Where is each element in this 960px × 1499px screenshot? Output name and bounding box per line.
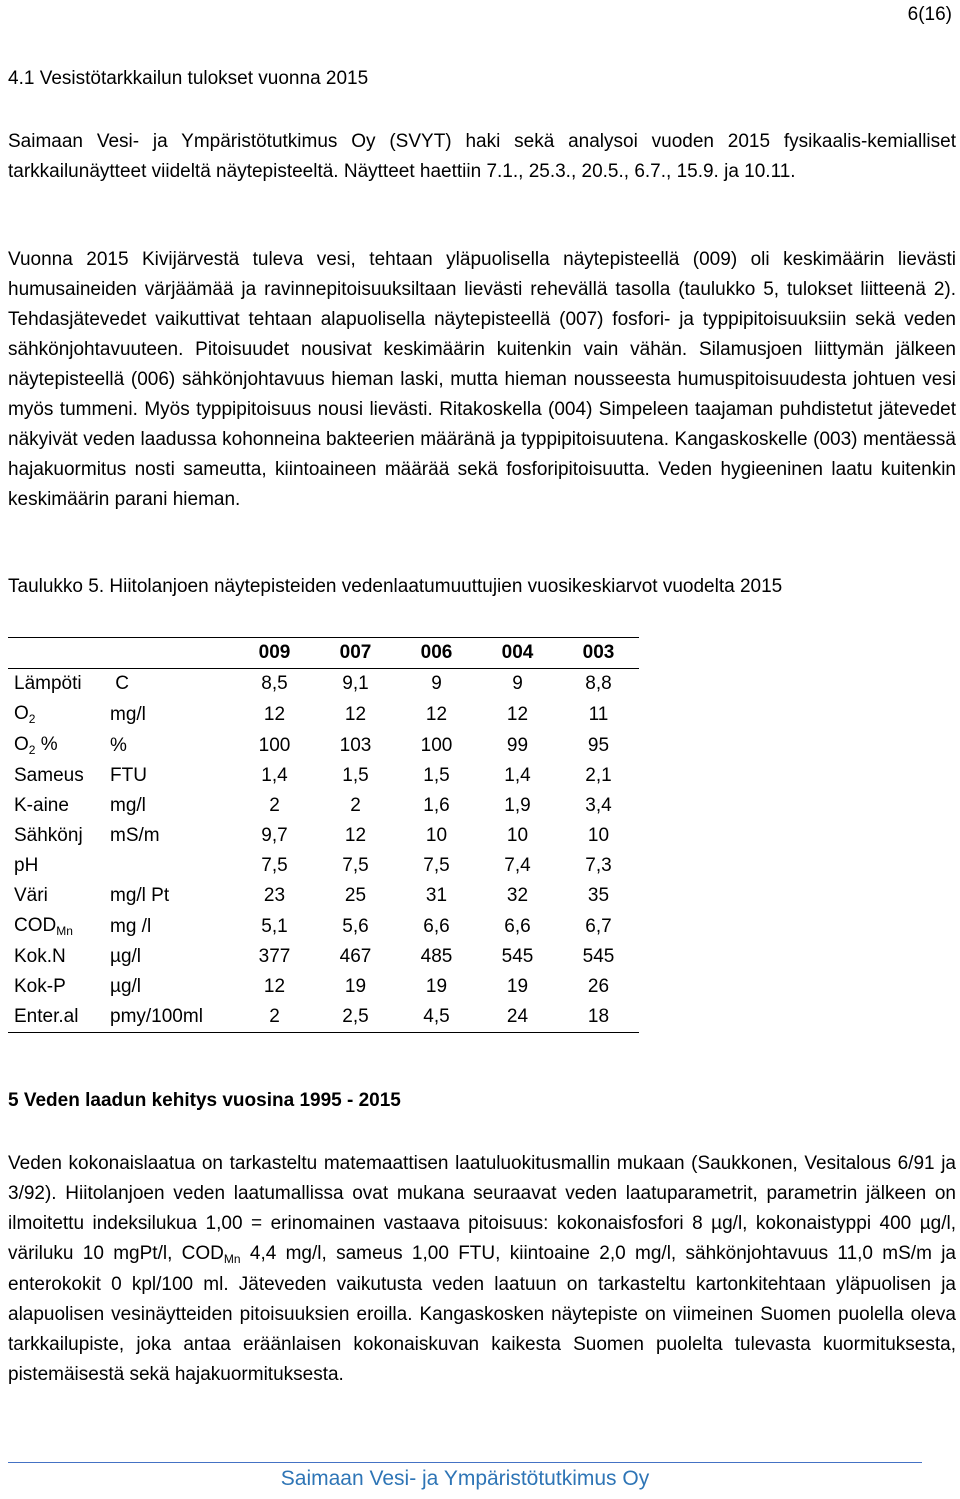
column-header: 006 bbox=[396, 638, 477, 669]
quality-paragraph-part1: Veden kokonaislaatua on tarkasteltu matemaattisen laatuluokitusmallin mukaan (Saukkonen, Vesitalous 6/91 ja 3/92). Hiitolanjoen veden laatumallissa ovat mukana seuraavat veden laatuparametrit, parametrin jälkeen on ilmoitettu indeksilukua 1,00 = erinomainen vastaava pitoisuus: kokonaisfosfori 8 µg/l, kokonaistyppi 400 µg/l, väriluku 10 mgPt/l, COD bbox=[8, 1153, 956, 1264]
table-cell: 10 bbox=[425, 825, 448, 846]
table-row bbox=[8, 730, 639, 761]
table-row bbox=[8, 821, 639, 851]
parameter-unit: C bbox=[110, 673, 129, 694]
table-cell: 7,4 bbox=[504, 855, 531, 876]
parameter-name-text: Enter.al bbox=[14, 1006, 79, 1027]
parameter-name bbox=[8, 669, 110, 700]
parameter-unit: mg/l bbox=[110, 795, 146, 816]
parameter-name-text: Sameus bbox=[14, 765, 84, 786]
table-cell: 24 bbox=[477, 1002, 558, 1033]
water-quality-table bbox=[8, 637, 639, 1033]
table-cell: 32 bbox=[506, 885, 529, 906]
table-cell: 1,5 bbox=[423, 765, 450, 786]
table-cell: 1,5 bbox=[342, 765, 369, 786]
parameter-name bbox=[8, 851, 110, 881]
table-cell: 6,6 bbox=[504, 915, 531, 937]
footer-divider bbox=[8, 1462, 922, 1463]
parameter-name bbox=[8, 1002, 110, 1033]
parameter-name-text: O bbox=[14, 734, 29, 755]
parameter-unit: mS/m bbox=[110, 825, 160, 846]
table-row bbox=[8, 1002, 639, 1033]
table-cell: 1,4 bbox=[261, 765, 288, 786]
table-cell: 95 bbox=[587, 734, 610, 756]
parameter-name bbox=[8, 911, 110, 942]
table-cell: 12 bbox=[344, 825, 367, 846]
parameter-name-text: pH bbox=[14, 855, 39, 876]
parameter-unit: µg/l bbox=[110, 976, 142, 997]
table-cell: 9,1 bbox=[342, 673, 369, 694]
parameter-name-text: Kok-P bbox=[14, 976, 66, 997]
table-cell: 18 bbox=[558, 1002, 639, 1033]
table-header-row bbox=[8, 638, 639, 669]
table-cell: 467 bbox=[339, 946, 372, 967]
parameter-name bbox=[8, 730, 110, 761]
table-cell: 4,5 bbox=[396, 1002, 477, 1033]
parameter-unit: % bbox=[110, 734, 127, 756]
parameter-unit: mg/l bbox=[110, 703, 146, 725]
column-header: 003 bbox=[558, 638, 639, 669]
header-blank-unit bbox=[110, 638, 234, 669]
table-row bbox=[8, 851, 639, 881]
quality-paragraph-part2: 4,4 mg/l, sameus 1,00 FTU, kiintoaine 2,0 mg/l, sähkönjohtavuus 11,0 mS/m ja enterokokit 0 kpl/100 ml. Jäteveden vaikutusta veden laatuun on tarkasteltu kartonkitehtaan yläpuolisen ja alapuolisen vesinäytteiden pitoisuuksien eroilla. Kangaskosken näytepiste on viimeinen Suomen puolella oleva tarkkailupiste, joka antaa eräänlaisen kokonaiskuvan kaikesta Suomen puolelta tulevasta kuormituksesta, pistemäisestä sekä hajakuormituksesta. bbox=[8, 1243, 957, 1385]
table-cell: 2,1 bbox=[585, 765, 612, 786]
section-heading-4-1: 4.1 Vesistötarkkailun tulokset vuonna 2015 bbox=[8, 68, 369, 89]
parameter-name bbox=[8, 761, 110, 791]
parameter-subscript: Mn bbox=[56, 924, 73, 938]
table-cell: 6,7 bbox=[585, 915, 612, 937]
parameter-subscript: 2 bbox=[28, 743, 36, 757]
table-cell: 19 bbox=[344, 976, 367, 997]
table-caption: Taulukko 5. Hiitolanjoen näytepisteiden vedenlaatumuuttujien vuosikeskiarvot vuodelta 2015 bbox=[8, 576, 783, 597]
table-row bbox=[8, 699, 639, 730]
table-cell: 5,6 bbox=[342, 915, 369, 937]
column-header: 004 bbox=[477, 638, 558, 669]
parameter-name bbox=[8, 821, 110, 851]
table-row bbox=[8, 911, 639, 942]
quality-paragraph bbox=[8, 1149, 956, 1390]
table-cell: 7,3 bbox=[585, 855, 612, 876]
page-number: 6(16) bbox=[907, 4, 952, 25]
parameter-name-text: COD bbox=[14, 915, 57, 936]
table-cell: 100 bbox=[420, 734, 453, 756]
cod-subscript: Mn bbox=[223, 1252, 241, 1266]
table-cell: 10 bbox=[587, 825, 610, 846]
table-row bbox=[8, 881, 639, 911]
table-cell: 2 bbox=[350, 795, 361, 816]
parameter-name bbox=[8, 942, 110, 972]
table-cell: 7,5 bbox=[342, 855, 369, 876]
table-cell: 12 bbox=[263, 703, 286, 725]
parameter-suffix: % bbox=[35, 734, 58, 755]
parameter-unit: mg/l Pt bbox=[110, 885, 170, 906]
table-cell: 8,5 bbox=[261, 673, 288, 694]
table-cell: 100 bbox=[258, 734, 291, 756]
parameter-unit bbox=[110, 851, 234, 881]
table-cell: 12 bbox=[263, 976, 286, 997]
table-cell: 99 bbox=[506, 734, 529, 756]
intro-paragraph: Saimaan Vesi- ja Ympäristötutkimus Oy (SVYT) haki sekä analysoi vuoden 2015 fysikaalis-kemialliset tarkkailunäytteet viideltä näytepisteeltä. Näytteet haettiin 7.1., 25.3., 20.5., 6.7., 15.9. ja 10.11. bbox=[8, 131, 956, 182]
parameter-unit: pmy/100ml bbox=[110, 1002, 234, 1033]
table-cell: 7,5 bbox=[261, 855, 288, 876]
table-cell: 26 bbox=[587, 976, 610, 997]
table-cell: 2 bbox=[234, 1002, 315, 1033]
table-cell: 6,6 bbox=[423, 915, 450, 937]
parameter-name bbox=[8, 699, 110, 730]
parameter-unit: µg/l bbox=[110, 946, 142, 967]
parameter-name-text: K-aine bbox=[14, 795, 69, 816]
header-blank bbox=[8, 638, 110, 669]
table-cell: 35 bbox=[587, 885, 610, 906]
table-cell: 12 bbox=[344, 703, 367, 725]
results-paragraph: Vuonna 2015 Kivijärvestä tuleva vesi, tehtaan yläpuolisella näytepisteellä (009) oli keskimäärin lievästi humusaineiden värjäämää ja ravinnepitoisuuksiltaan lievästi rehevällä tasolla (taulukko 5, tulokset liitteenä 2). Tehdasjätevedet vaikuttivat tehtaan alapuolisella näytepisteellä (007) fosfori- ja typpipitoisuuksiin sekä veden sähkönjohtavuuteen. Pitoisuudet nousivat keskimäärin kuitenkin vain vähän. Silamusjoen liittymän jälkeen näytepisteellä (006) sähkönjohtavuus hieman laski, mutta hieman nousseesta humuspitoisuudesta johtuen vesi myös tummeni. Myös typpipitoisuus nousi lievästi. Ritakoskella (004) Simpeleen taajaman puhdistetut jätevedet näkyivät veden laadussa kohonneina bakteerien määränä ja typpipitoisuutena. Kangaskoskelle (003) mentäessä hajakuormitus nosti sameutta, kiintoaineen määrää sekä fosforipitoisuutta. Veden hygieeninen laatu kuitenkin keskimäärin parani hieman. bbox=[8, 249, 956, 510]
table-row bbox=[8, 761, 639, 791]
table-cell: 1,6 bbox=[423, 795, 450, 816]
parameter-name-text: O bbox=[14, 703, 29, 724]
footer-text: Saimaan Vesi- ja Ympäristötutkimus Oy bbox=[280, 1467, 650, 1490]
column-header: 007 bbox=[315, 638, 396, 669]
table-cell: 12 bbox=[425, 703, 448, 725]
parameter-unit: mg /l bbox=[110, 915, 152, 937]
table-cell: 23 bbox=[263, 885, 286, 906]
table-cell: 11 bbox=[588, 703, 609, 725]
table-cell: 9 bbox=[431, 673, 442, 694]
parameter-unit: FTU bbox=[110, 765, 147, 786]
table-cell: 19 bbox=[425, 976, 448, 997]
table-cell: 103 bbox=[339, 734, 372, 756]
table-cell: 8,8 bbox=[585, 673, 612, 694]
table-cell: 10 bbox=[506, 825, 529, 846]
parameter-name-text: Sähkönj bbox=[14, 825, 83, 846]
section-heading-5: 5 Veden laadun kehitys vuosina 1995 - 2015 bbox=[8, 1090, 401, 1111]
table-cell: 5,1 bbox=[261, 915, 288, 937]
parameter-name-text: Kok.N bbox=[14, 946, 66, 967]
parameter-name-text: Lämpöti bbox=[14, 673, 82, 694]
table-cell: 31 bbox=[425, 885, 448, 906]
table-row bbox=[8, 942, 639, 972]
table-cell: 12 bbox=[506, 703, 529, 725]
parameter-name-text: Väri bbox=[14, 885, 48, 906]
table-cell: 485 bbox=[420, 946, 453, 967]
parameter-subscript: 2 bbox=[28, 712, 36, 726]
table-row bbox=[8, 791, 639, 821]
table-cell: 2 bbox=[269, 795, 280, 816]
parameter-name bbox=[8, 972, 110, 1002]
table-cell: 1,9 bbox=[504, 795, 531, 816]
table-cell: 7,5 bbox=[423, 855, 450, 876]
table-cell: 25 bbox=[344, 885, 367, 906]
table-cell: 3,4 bbox=[585, 795, 612, 816]
table-row bbox=[8, 972, 639, 1002]
parameter-name bbox=[8, 881, 110, 911]
table-cell: 545 bbox=[501, 946, 534, 967]
table-cell: 377 bbox=[258, 946, 291, 967]
column-header: 009 bbox=[234, 638, 315, 669]
table-cell: 2,5 bbox=[315, 1002, 396, 1033]
table-cell: 9 bbox=[512, 673, 523, 694]
table-cell: 9,7 bbox=[261, 825, 288, 846]
table-row bbox=[8, 669, 639, 700]
parameter-name bbox=[8, 791, 110, 821]
table-cell: 545 bbox=[582, 946, 615, 967]
table-cell: 19 bbox=[506, 976, 529, 997]
table-cell: 1,4 bbox=[504, 765, 531, 786]
